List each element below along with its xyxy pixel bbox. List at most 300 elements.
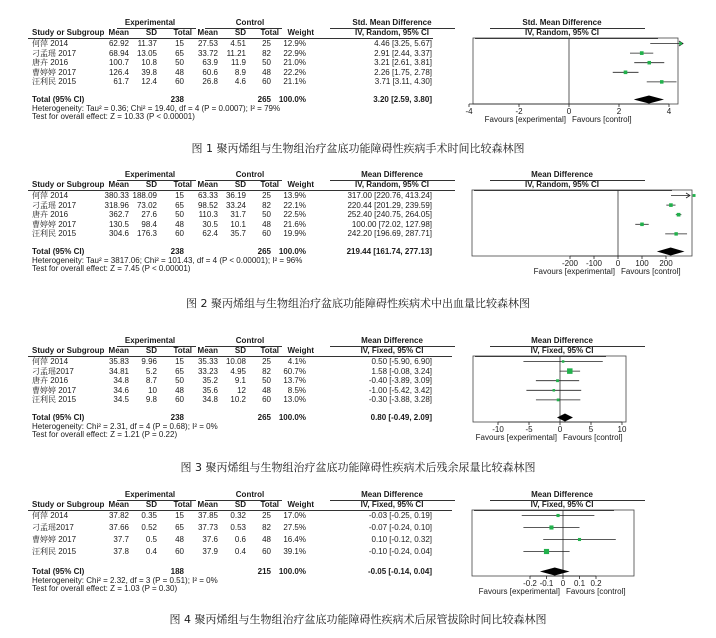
ctrl-mean: 30.5 <box>202 219 218 229</box>
exp-sd: 8.7 <box>145 376 157 386</box>
total-label: Total (95% CI) <box>32 247 85 256</box>
favours-experimental-label: Favours [experimental] <box>478 587 560 596</box>
favours-experimental-label: Favours [experimental] <box>533 267 615 276</box>
exp-sd: 0.5 <box>145 535 157 544</box>
weight: 4.1% <box>287 357 306 366</box>
ctrl-mean: 60.6 <box>202 67 218 77</box>
exp-total: 48 <box>175 385 184 395</box>
exp-sd: 73.02 <box>136 200 157 210</box>
ctrl-sd: 4.6 <box>234 77 246 87</box>
weight: 17.0% <box>283 511 306 520</box>
weight: 22.5% <box>283 210 306 220</box>
x-tick-label-5: 10 <box>617 425 627 434</box>
study-name: 刁孟瑶 2017 <box>32 200 77 210</box>
summary-diamond <box>540 568 570 576</box>
plot-method-header: IV, Random, 95% CI <box>525 180 599 189</box>
control-group-header: Control <box>235 170 265 179</box>
heterogeneity-text: Heterogeneity: Chi² = 2.31, df = 4 (P = 0.68); I² = 0% <box>32 421 218 431</box>
ctrl-mean: 35.6 <box>202 385 218 395</box>
summary-diamond <box>634 96 664 104</box>
weight: 12.9% <box>283 39 306 48</box>
study-name: 汪利民 2015 <box>32 395 77 405</box>
plot-method-header: IV, Fixed, 95% CI <box>530 346 594 355</box>
total-exp-n: 238 <box>170 247 184 256</box>
exp-sd: 188.09 <box>132 191 157 200</box>
exp-mean: 380.33 <box>104 191 129 200</box>
total-ctrl-n: 265 <box>257 413 271 422</box>
ctrl-mean: 35.2 <box>202 376 218 386</box>
ctrl-sd: 0.53 <box>230 523 246 532</box>
exp-total: 50 <box>175 210 184 220</box>
ctrl-total: 25 <box>262 39 271 48</box>
x-tick-label-4: 2 <box>616 107 622 116</box>
weight: 22.9% <box>283 48 306 58</box>
effect-ci: 2.26 [1.75, 2.78] <box>374 67 432 77</box>
ctrl-total: 50 <box>262 58 271 68</box>
point-estimate-3 <box>677 213 681 217</box>
method-header: IV, Fixed, 95% CI <box>360 500 424 509</box>
exp-sd-header: SD <box>145 346 157 355</box>
method-header: IV, Fixed, 95% CI <box>360 346 424 355</box>
study-name: 唐卉 2016 <box>32 376 69 386</box>
ctrl-total: 48 <box>262 535 271 544</box>
effect-ci: 317.00 [220.76, 413.24] <box>347 191 432 200</box>
ctrl-total: 25 <box>262 191 271 200</box>
total-effect-ci: -0.05 [-0.14, 0.04] <box>367 567 432 576</box>
total-label: Total (95% CI) <box>32 95 85 104</box>
study-name: 曹婷婷 2017 <box>32 219 77 229</box>
heterogeneity-text: Heterogeneity: Tau² = 0.36; Chi² = 19.40, df = 4 (P = 0.0007); I² = 79% <box>32 103 281 113</box>
effect-ci: 220.44 [201.29, 239.59] <box>347 200 432 210</box>
ctrl-total: 82 <box>262 366 271 376</box>
ctrl-sd: 4.95 <box>230 366 246 376</box>
exp-total: 65 <box>175 366 184 376</box>
ctrl-total: 60 <box>262 395 271 405</box>
exp-mean: 100.7 <box>108 58 129 68</box>
exp-total-header: Total <box>173 180 192 189</box>
ctrl-total: 82 <box>262 200 271 210</box>
weight: 22.1% <box>283 200 306 210</box>
x-tick-label-4: 5 <box>588 425 594 434</box>
exp-total: 65 <box>175 48 184 58</box>
exp-total: 65 <box>175 523 184 532</box>
figure-caption-1: 图 1 聚丙烯组与生物组治疗盆底功能障碍性疾病手术时间比较森林图 <box>191 142 525 155</box>
control-group-header: Control <box>235 336 265 345</box>
exp-mean: 37.8 <box>113 547 129 556</box>
total-ctrl-n: 265 <box>257 247 271 256</box>
point-estimate-1 <box>556 514 559 517</box>
method-header: IV, Random, 95% CI <box>355 180 429 189</box>
effect-ci: 252.40 [240.75, 264.05] <box>347 210 432 220</box>
study-name: 曹婷婷 2017 <box>32 535 77 544</box>
total-effect-ci: 0.80 [-0.49, 2.09] <box>370 413 432 422</box>
ctrl-sd: 4.51 <box>230 39 246 48</box>
forest-plot-svg <box>0 38 716 124</box>
plot-measure-header: Std. Mean Difference <box>522 18 602 27</box>
point-estimate-3 <box>578 538 581 541</box>
exp-mean: 34.81 <box>108 366 129 376</box>
ctrl-sd: 9.1 <box>234 376 246 386</box>
plot-measure-header: Mean Difference <box>531 490 593 499</box>
ctrl-mean: 35.33 <box>197 357 218 366</box>
exp-mean: 126.4 <box>108 67 129 77</box>
exp-mean-header: Mean <box>108 28 129 37</box>
weight-header: Weight <box>287 346 314 355</box>
control-group-header: Control <box>235 490 265 499</box>
ctrl-sd: 10.08 <box>225 357 246 366</box>
total-label: Total (95% CI) <box>32 413 85 422</box>
exp-sd: 0.52 <box>141 523 157 532</box>
plot-method-header: IV, Random, 95% CI <box>525 28 599 37</box>
measure-header: Mean Difference <box>361 336 423 345</box>
ctrl-total: 48 <box>262 219 271 229</box>
forest-plot-svg <box>0 510 716 596</box>
exp-mean: 35.83 <box>108 357 129 366</box>
weight: 39.1% <box>283 547 306 556</box>
favours-control-label: Favours [control] <box>566 587 626 596</box>
figure-caption-2: 图 2 聚丙烯组与生物组治疗盆底功能障碍性疾病术中出血量比较森林图 <box>186 297 530 310</box>
ctrl-sd-header: SD <box>234 500 246 509</box>
ctrl-sd: 36.19 <box>225 191 246 200</box>
exp-total: 50 <box>175 58 184 68</box>
ctrl-mean: 37.6 <box>202 535 218 544</box>
weight: 8.5% <box>287 385 306 395</box>
point-estimate-4 <box>544 549 549 554</box>
plot-frame <box>472 190 692 256</box>
exp-total: 60 <box>175 229 184 239</box>
ctrl-total: 50 <box>262 210 271 220</box>
total-weight: 100.0% <box>278 413 306 422</box>
weight: 21.0% <box>283 58 306 68</box>
figure-caption-4: 图 4 聚丙烯组与生物组治疗盆底功能障碍性疾病术后尿管拔除时间比较森林图 <box>169 613 547 626</box>
exp-mean: 34.5 <box>113 395 129 405</box>
ctrl-sd: 31.7 <box>230 210 246 220</box>
ctrl-total: 48 <box>262 67 271 77</box>
measure-header: Mean Difference <box>361 170 423 179</box>
plot-frame <box>473 356 626 422</box>
point-estimate-1 <box>562 360 565 363</box>
effect-ci: 100.00 [72.02, 127.98] <box>351 219 432 229</box>
study-name: 刁孟瑶2017 <box>32 366 74 376</box>
effect-ci: 3.21 [2.61, 3.81] <box>374 58 432 68</box>
study-name: 唐卉 2016 <box>32 58 69 68</box>
x-tick-label-1: -10 <box>492 425 504 434</box>
x-tick-label-5: 4 <box>666 107 672 116</box>
exp-mean-header: Mean <box>108 500 129 509</box>
favours-experimental-label: Favours [experimental] <box>475 433 557 442</box>
weight: 27.5% <box>283 523 306 532</box>
study-name: 汪利民 2015 <box>32 77 77 87</box>
exp-mean: 61.7 <box>113 77 129 87</box>
ctrl-total-header: Total <box>260 346 279 355</box>
weight: 16.4% <box>283 535 306 544</box>
point-estimate-2 <box>640 51 644 55</box>
ctrl-sd: 0.6 <box>234 535 246 544</box>
total-weight: 100.0% <box>278 95 306 104</box>
ctrl-mean: 98.52 <box>197 200 218 210</box>
plot-method-header: IV, Fixed, 95% CI <box>530 500 594 509</box>
exp-total-header: Total <box>173 346 192 355</box>
exp-mean-header: Mean <box>108 346 129 355</box>
exp-sd: 39.8 <box>141 67 157 77</box>
exp-total: 60 <box>175 77 184 87</box>
total-effect-ci: 3.20 [2.59, 3.80] <box>373 95 432 104</box>
x-tick-label-5: 200 <box>659 259 673 268</box>
ctrl-sd-header: SD <box>234 180 246 189</box>
ctrl-total-header: Total <box>260 500 279 509</box>
total-weight: 100.0% <box>278 247 306 256</box>
x-tick-label-3: 0 <box>557 425 563 434</box>
exp-total: 15 <box>175 357 184 366</box>
exp-sd-header: SD <box>145 28 157 37</box>
exp-total: 48 <box>175 219 184 229</box>
study-column-header: Study or Subgroup <box>32 28 105 37</box>
method-header: IV, Random, 95% CI <box>355 28 429 37</box>
exp-mean: 62.92 <box>108 39 129 48</box>
exp-sd: 13.05 <box>136 48 157 58</box>
point-estimate-1 <box>693 194 696 197</box>
ctrl-total: 50 <box>262 376 271 386</box>
x-tick-label-1: -4 <box>465 107 473 116</box>
exp-sd: 9.8 <box>145 395 157 405</box>
exp-sd: 9.96 <box>141 357 157 366</box>
exp-sd: 176.3 <box>136 229 157 239</box>
exp-total: 15 <box>175 191 184 200</box>
x-tick-label-4: 100 <box>635 259 649 268</box>
ctrl-mean: 34.8 <box>202 395 218 405</box>
ctrl-sd: 10.1 <box>230 219 246 229</box>
ctrl-sd: 10.2 <box>230 395 246 405</box>
ctrl-sd: 0.32 <box>230 511 246 520</box>
favours-experimental-label: Favours [experimental] <box>484 115 566 124</box>
ctrl-sd: 0.4 <box>234 547 246 556</box>
ctrl-sd: 12 <box>237 385 246 395</box>
ctrl-total: 25 <box>262 511 271 520</box>
weight: 13.0% <box>283 395 306 405</box>
weight: 22.2% <box>283 67 306 77</box>
exp-sd-header: SD <box>145 180 157 189</box>
exp-mean: 68.94 <box>108 48 129 58</box>
ctrl-mean: 63.33 <box>197 191 218 200</box>
exp-sd: 11.37 <box>137 39 157 48</box>
exp-mean-header: Mean <box>108 180 129 189</box>
ctrl-total: 60 <box>262 229 271 239</box>
plot-frame <box>472 510 634 576</box>
ctrl-total-header: Total <box>260 28 279 37</box>
summary-diamond <box>557 414 573 422</box>
study-name: 曹婷婷 2017 <box>32 67 77 77</box>
x-tick-label-4: 0.1 <box>573 579 586 588</box>
favours-control-label: Favours [control] <box>563 433 623 442</box>
control-group-header: Control <box>235 18 265 27</box>
ctrl-mean: 26.8 <box>202 77 218 87</box>
experimental-group-header: Experimental <box>124 18 176 27</box>
ctrl-mean: 27.53 <box>197 39 218 48</box>
ctrl-sd-header: SD <box>234 28 246 37</box>
x-tick-label-3: 0 <box>615 259 621 268</box>
exp-total: 15 <box>175 511 184 520</box>
effect-ci: 1.58 [-0.08, 3.24] <box>371 366 432 376</box>
ctrl-sd: 35.7 <box>230 229 246 239</box>
effect-ci: -0.10 [-0.24, 0.04] <box>368 547 432 556</box>
effect-ci: -0.03 [-0.25, 0.19] <box>368 511 432 520</box>
total-exp-n: 238 <box>170 413 184 422</box>
experimental-group-header: Experimental <box>124 490 176 499</box>
overall-effect-text: Test for overall effect: Z = 1.21 (P = 0.22) <box>32 430 178 439</box>
ctrl-total: 60 <box>262 547 271 556</box>
point-estimate-2 <box>567 368 573 374</box>
effect-ci: -0.30 [-3.88, 3.28] <box>368 395 432 405</box>
exp-mean: 362.7 <box>108 210 129 220</box>
point-estimate-5 <box>660 80 664 84</box>
exp-mean: 318.96 <box>104 200 129 210</box>
exp-mean: 130.5 <box>108 219 129 229</box>
point-estimate-1 <box>679 42 682 45</box>
study-name: 何萍 2014 <box>32 511 69 520</box>
ctrl-mean: 33.72 <box>197 48 218 58</box>
x-tick-label-5: 0.2 <box>590 579 602 588</box>
ctrl-total: 82 <box>262 523 271 532</box>
heterogeneity-text: Heterogeneity: Chi² = 2.32, df = 3 (P = 0.51); I² = 0% <box>32 575 218 585</box>
study-column-header: Study or Subgroup <box>32 500 105 509</box>
point-estimate-2 <box>549 525 553 529</box>
exp-total: 15 <box>175 39 184 48</box>
weight: 21.1% <box>283 77 306 87</box>
measure-header: Std. Mean Difference <box>352 18 432 27</box>
exp-sd-header: SD <box>145 500 157 509</box>
x-tick-label-3: 0 <box>566 107 572 116</box>
total-exp-n: 238 <box>170 95 184 104</box>
ctrl-sd: 11.21 <box>226 48 246 58</box>
weight-header: Weight <box>287 500 314 509</box>
plot-frame <box>473 38 678 104</box>
ctrl-mean: 33.23 <box>197 366 218 376</box>
exp-total: 48 <box>175 535 184 544</box>
plot-measure-header: Mean Difference <box>531 170 593 179</box>
x-tick-label-2: -0.1 <box>539 579 554 588</box>
exp-sd: 10 <box>148 385 157 395</box>
total-weight: 100.0% <box>278 567 306 576</box>
exp-total-header: Total <box>173 500 192 509</box>
x-tick-label-1: -0.2 <box>523 579 537 588</box>
exp-sd: 0.4 <box>145 547 157 556</box>
figure-caption-3: 图 3 聚丙烯组与生物组治疗盆底功能障碍性疾病术后残余尿量比较森林图 <box>180 461 536 474</box>
heterogeneity-text: Heterogeneity: Tau² = 3817.06; Chi² = 101.43, df = 4 (P < 0.00001); I² = 96% <box>32 255 303 265</box>
ctrl-mean-header: Mean <box>197 500 218 509</box>
effect-ci: 242.20 [196.69, 287.71] <box>347 229 432 239</box>
ctrl-total: 48 <box>262 385 271 395</box>
point-estimate-3 <box>556 379 559 382</box>
ctrl-mean: 63.9 <box>202 58 218 68</box>
effect-ci: 3.71 [3.11, 4.30] <box>374 77 432 87</box>
x-tick-label-3: 0 <box>560 579 566 588</box>
x-tick-label-2: -5 <box>525 425 533 434</box>
effect-ci: -1.00 [-5.42, 3.42] <box>368 385 432 395</box>
exp-mean: 37.82 <box>108 511 129 520</box>
x-tick-label-2: -2 <box>515 107 523 116</box>
total-exp-n: 188 <box>170 567 184 576</box>
effect-ci: 0.50 [-5.90, 6.90] <box>371 357 432 366</box>
ctrl-total-header: Total <box>260 180 279 189</box>
exp-total-header: Total <box>173 28 192 37</box>
point-estimate-3 <box>647 61 651 65</box>
favours-control-label: Favours [control] <box>572 115 632 124</box>
exp-mean: 34.8 <box>113 376 129 386</box>
weight-header: Weight <box>287 180 314 189</box>
ctrl-mean-header: Mean <box>197 346 218 355</box>
effect-ci: -0.40 [-3.89, 3.09] <box>368 376 432 386</box>
exp-sd: 10.8 <box>141 58 157 68</box>
overall-effect-text: Test for overall effect: Z = 7.45 (P < 0.00001) <box>32 264 191 273</box>
exp-total: 65 <box>175 200 184 210</box>
exp-mean: 34.6 <box>113 385 129 395</box>
overall-effect-text: Test for overall effect: Z = 1.03 (P = 0.30) <box>32 584 178 593</box>
total-ctrl-n: 265 <box>257 95 271 104</box>
weight-header: Weight <box>287 28 314 37</box>
exp-sd: 98.4 <box>141 219 157 229</box>
ctrl-mean: 37.73 <box>197 523 218 532</box>
exp-total: 48 <box>175 67 184 77</box>
exp-total: 50 <box>175 376 184 386</box>
study-column-header: Study or Subgroup <box>32 346 105 355</box>
study-name: 刁孟瑶2017 <box>32 523 74 532</box>
weight: 13.7% <box>283 376 306 386</box>
ctrl-mean: 110.3 <box>198 210 218 220</box>
exp-total: 60 <box>175 547 184 556</box>
effect-ci: 4.46 [3.25, 5.67] <box>374 39 432 48</box>
study-name: 何萍 2014 <box>32 357 69 366</box>
effect-ci: -0.07 [-0.24, 0.10] <box>368 523 432 532</box>
experimental-group-header: Experimental <box>124 336 176 345</box>
point-estimate-2 <box>669 203 673 207</box>
exp-sd: 27.6 <box>141 210 157 220</box>
ctrl-mean-header: Mean <box>197 180 218 189</box>
point-estimate-5 <box>557 399 560 402</box>
ctrl-mean: 37.85 <box>197 511 218 520</box>
ctrl-mean-header: Mean <box>197 28 218 37</box>
exp-sd: 5.2 <box>145 366 157 376</box>
study-name: 何萍 2014 <box>32 191 69 200</box>
study-name: 曹婷婷 2017 <box>32 385 77 395</box>
summary-diamond <box>657 248 685 256</box>
exp-mean: 37.66 <box>108 523 129 532</box>
total-effect-ci: 219.44 [161.74, 277.13] <box>346 247 432 256</box>
weight: 21.6% <box>283 219 306 229</box>
overall-effect-text: Test for overall effect: Z = 10.33 (P < 0.00001) <box>32 112 195 121</box>
ctrl-total: 82 <box>262 48 271 58</box>
study-name: 汪利民 2015 <box>32 547 77 556</box>
study-name: 汪利民 2015 <box>32 229 77 239</box>
forest-plot-svg <box>0 190 716 276</box>
exp-mean: 304.6 <box>108 229 129 239</box>
forest-plot-svg <box>0 356 716 442</box>
x-tick-label-1: -200 <box>561 259 579 268</box>
exp-sd: 0.35 <box>141 511 157 520</box>
point-estimate-5 <box>674 232 677 235</box>
effect-ci: 0.10 [-0.12, 0.32] <box>371 535 432 544</box>
total-label: Total (95% CI) <box>32 567 85 576</box>
ctrl-sd: 11.9 <box>231 58 246 68</box>
exp-mean: 37.7 <box>113 535 129 544</box>
study-name: 何萍 2014 <box>32 39 69 48</box>
effect-ci: 2.91 [2.44, 3.37] <box>374 48 432 58</box>
study-name: 唐卉 2016 <box>32 210 69 220</box>
exp-total: 60 <box>175 395 184 405</box>
ctrl-total: 60 <box>262 77 271 87</box>
experimental-group-header: Experimental <box>124 170 176 179</box>
study-column-header: Study or Subgroup <box>32 180 105 189</box>
ctrl-mean: 62.4 <box>202 229 218 239</box>
